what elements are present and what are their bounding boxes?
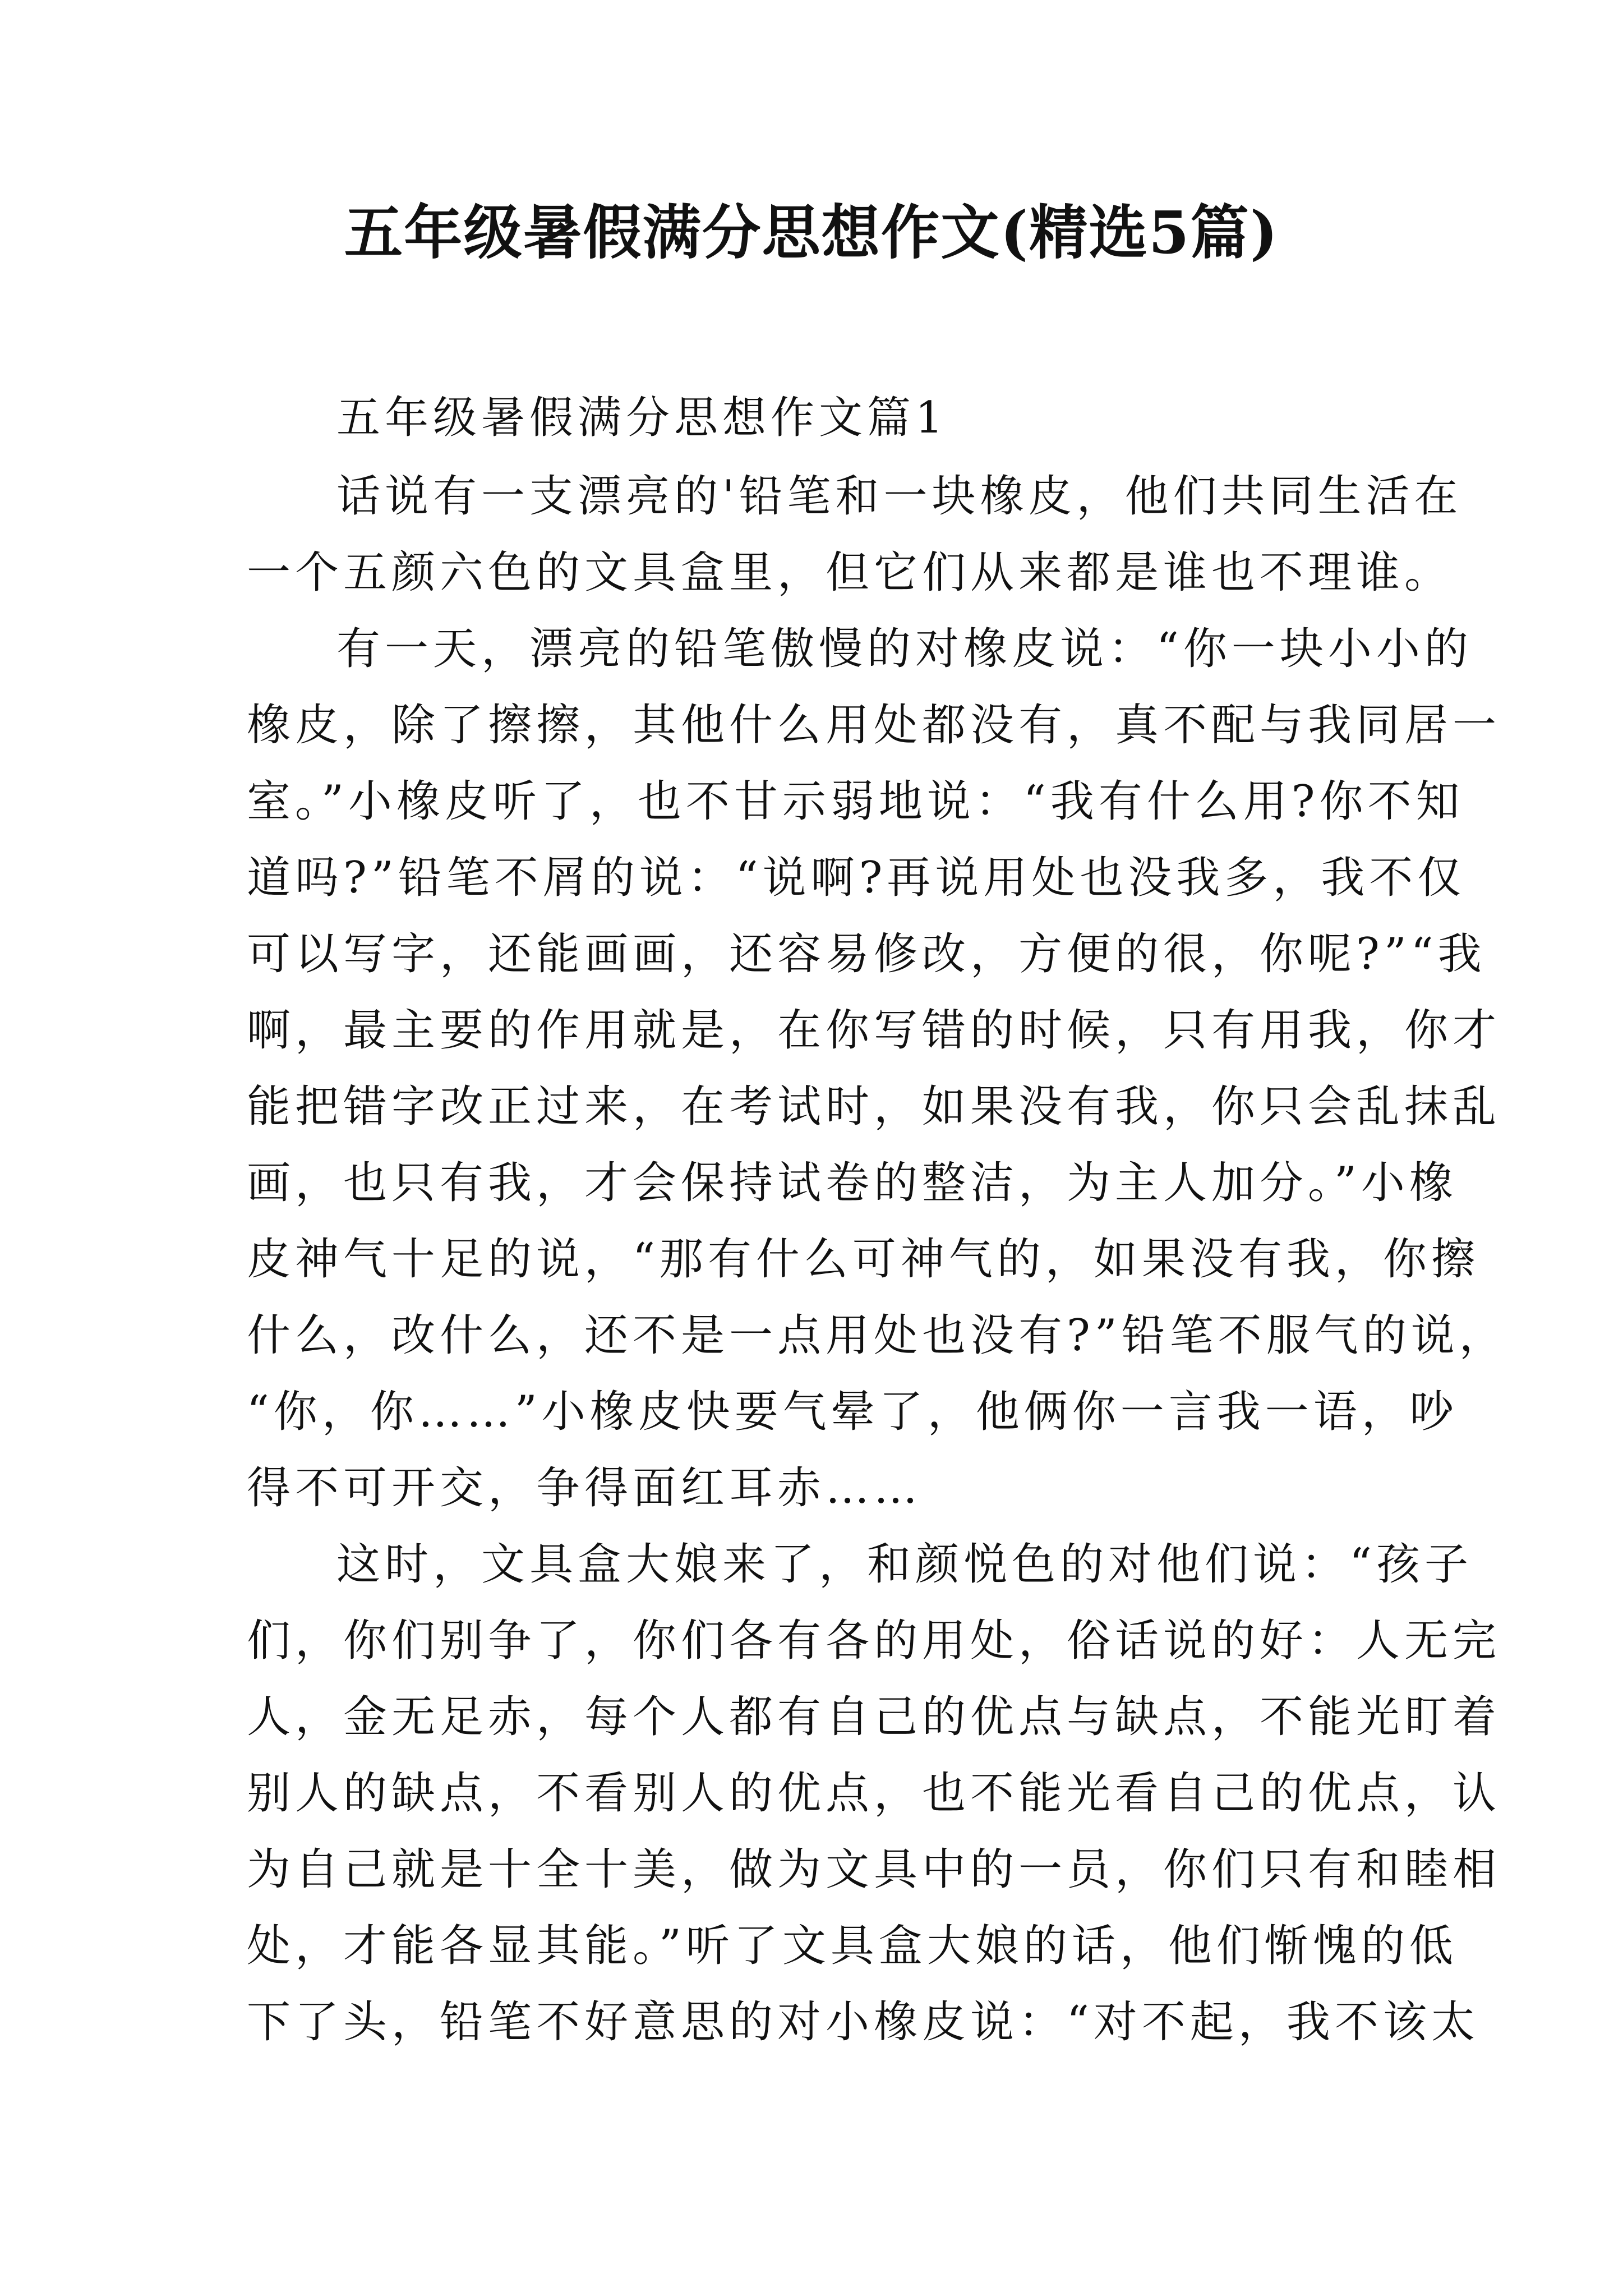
paragraph-line: 可以写字，还能画画，还容易修改，方便的很，你呢?”“我 (247, 929, 1486, 979)
paragraph-line: 能把错字改正过来，在考试时，如果没有我，你只会乱抹乱 (247, 1082, 1501, 1132)
paragraph-line: 什么，改什么，还不是一点用处也没有?”铅笔不服气的说， (247, 1310, 1507, 1361)
paragraph-line: 话说有一支漂亮的'铅笔和一块橡皮，他们共同生活在 (336, 471, 1463, 522)
paragraph-line: 皮神气十足的说，“那有什么可神气的，如果没有我，你擦 (247, 1234, 1479, 1285)
paragraph-line: 人，金无足赤，每个人都有自己的优点与缺点，不能光盯着 (247, 1692, 1501, 1742)
paragraph-line: 处，才能各显其能。”听了文具盒大娘的话，他们惭愧的低 (247, 1921, 1458, 1971)
paragraph-line: 有一天，漂亮的铅笔傲慢的对橡皮说：“你一块小小的 (336, 624, 1473, 674)
paragraph-line: 橡皮，除了擦擦，其他什么用处都没有，真不配与我同居一 (247, 700, 1501, 751)
paragraph-line: 别人的缺点，不看别人的优点，也不能光看自己的优点，认 (247, 1768, 1501, 1819)
paragraph-line: “你，你……”小橡皮快要气晕了，他俩你一言我一语，吵 (247, 1387, 1458, 1437)
paragraph-line: 道吗?”铅笔不屑的说：“说啊?再说用处也没我多，我不仅 (247, 853, 1466, 903)
section-heading: 五年级暑假满分思想作文篇1 (336, 393, 948, 443)
paragraph-line: 得不可开交，争得面红耳赤…… (247, 1463, 923, 1513)
document-title: 五年级暑假满分思想作文(精选5篇) (344, 198, 1279, 267)
paragraph-line: 们，你们别争了，你们各有各的用处，俗话说的好：人无完 (247, 1616, 1501, 1666)
paragraph-line: 为自己就是十全十美，做为文具中的一员，你们只有和睦相 (247, 1844, 1501, 1895)
paragraph-line: 这时，文具盒大娘来了，和颜悦色的对他们说：“孩子 (336, 1539, 1473, 1590)
paragraph-line: 下了头，铅笔不好意思的对小橡皮说：“对不起，我不该太 (247, 1997, 1479, 2047)
paragraph-line: 画，也只有我，才会保持试卷的整洁，为主人加分。”小橡 (247, 1158, 1458, 1208)
paragraph-line: 室。”小橡皮听了，也不甘示弱地说：“我有什么用?你不知 (247, 776, 1464, 827)
paragraph-line: 啊，最主要的作用就是，在你写错的时候，只有用我，你才 (247, 1005, 1501, 1056)
paragraph-line: 一个五颜六色的文具盒里，但它们从来都是谁也不理谁。 (247, 547, 1453, 598)
